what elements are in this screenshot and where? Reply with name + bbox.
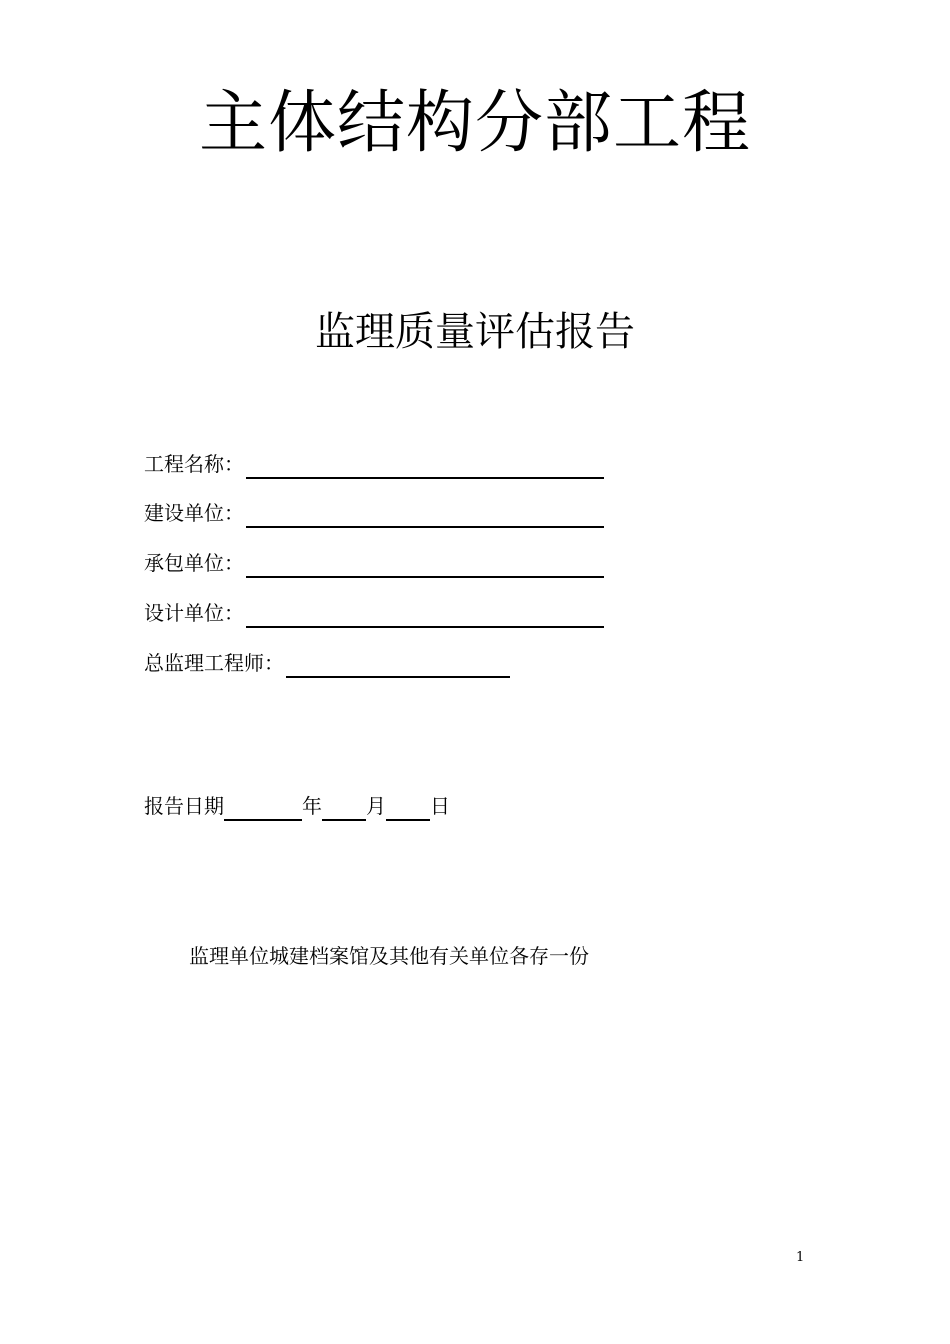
contractor-label: 承包单位： bbox=[144, 551, 244, 575]
chief-engineer-blank-line bbox=[286, 654, 510, 678]
report-date-label: 报告日期 bbox=[144, 794, 224, 818]
designer-blank-line bbox=[246, 604, 604, 628]
project-name-label: 工程名称： bbox=[144, 452, 244, 476]
report-date-row bbox=[144, 793, 450, 819]
day-label: 日 bbox=[430, 794, 450, 818]
year-blank-line bbox=[224, 797, 302, 821]
client-blank-line bbox=[246, 504, 604, 528]
designer-label: 设计单位： bbox=[144, 601, 244, 625]
year-label: 年 bbox=[302, 794, 322, 818]
month-label: 月 bbox=[366, 794, 386, 818]
month-blank-line bbox=[322, 797, 366, 821]
project-name-blank-line bbox=[246, 455, 604, 479]
client-label: 建设单位： bbox=[144, 501, 244, 525]
contractor-field bbox=[144, 546, 604, 576]
client-field bbox=[144, 496, 604, 526]
distribution-note: 监理单位城建档案馆及其他有关单位各存一份 bbox=[189, 944, 589, 968]
page-title: 主体结构分部工程 bbox=[198, 84, 751, 163]
contractor-blank-line bbox=[246, 554, 604, 578]
designer-field bbox=[144, 596, 604, 626]
project-name-field bbox=[144, 447, 604, 477]
chief-engineer-field bbox=[144, 646, 510, 676]
day-blank-line bbox=[386, 797, 430, 821]
page-number: 1 bbox=[796, 1250, 805, 1265]
page-subtitle: 监理质量评估报告 bbox=[315, 309, 635, 355]
chief-engineer-label: 总监理工程师： bbox=[144, 651, 284, 675]
